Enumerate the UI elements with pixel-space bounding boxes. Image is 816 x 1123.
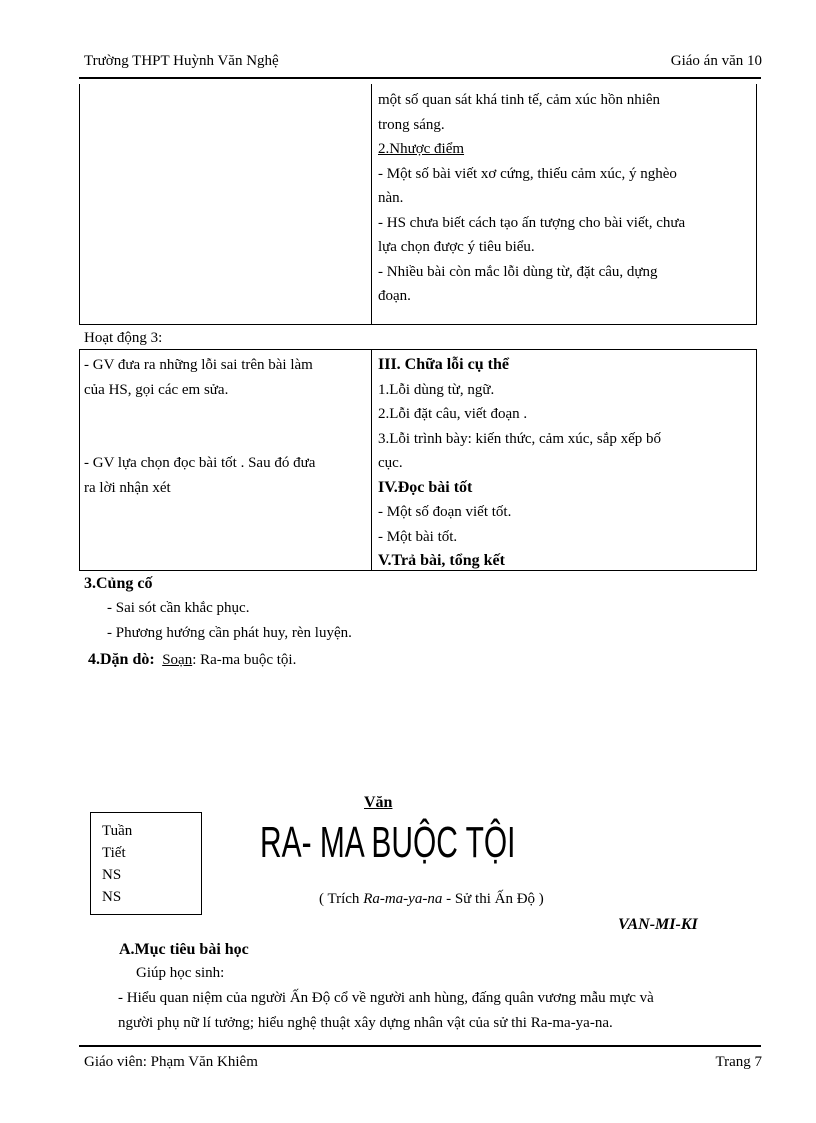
- header-right: Giáo án văn 10: [670, 53, 762, 69]
- text-line: một số quan sát khá tinh tế, cảm xúc hồn nhiên: [378, 92, 661, 108]
- text-line: - GV đưa ra những lỗi sai trên bài làm: [84, 357, 313, 373]
- text-line: lựa chọn được ý tiêu biểu.: [378, 239, 535, 255]
- text-line: - Nhiều bài còn mắc lỗi dùng từ, đặt câu, dựng: [378, 263, 658, 280]
- homework-text: : Ra-ma buộc tội.: [192, 652, 297, 668]
- info-box-line: NS: [102, 867, 122, 883]
- text-line: - Một bài tốt.: [378, 528, 458, 545]
- header-rule: [79, 77, 761, 79]
- activity-3-label: Hoạt động 3:: [84, 330, 163, 346]
- text-line: cục.: [378, 455, 403, 471]
- text-line: đoạn.: [378, 288, 411, 304]
- text-line: của HS, gọi các em sửa.: [84, 381, 229, 398]
- info-box: [90, 812, 202, 915]
- table-top-right-cell: [378, 88, 754, 309]
- text-line: - GV lựa chọn đọc bài tốt . Sau đó đưa: [84, 455, 316, 471]
- excerpt-prefix: ( Trích: [319, 891, 364, 907]
- text-line: 1.Lỗi dùng từ, ngữ.: [378, 381, 495, 398]
- text-line: ra lời nhận xét: [84, 479, 171, 496]
- homework-label: 4.Dặn dò:: [88, 651, 155, 668]
- objectives-line: - Hiểu quan niệm của người Ấn Độ cổ về người anh hùng, đấng quân vương mẫu mực và: [118, 990, 654, 1006]
- consolidation-title: 3.Củng cố: [84, 575, 153, 592]
- section-heading: III. Chữa lỗi cụ thể: [378, 356, 509, 373]
- section-heading: IV.Đọc bài tốt: [378, 478, 473, 496]
- lesson-author: VAN-MI-KI: [618, 916, 698, 933]
- footer-left: Giáo viên: Phạm Văn Khiêm: [84, 1054, 258, 1070]
- footer-rule: [79, 1045, 761, 1047]
- info-box-line: Tiết: [102, 845, 126, 861]
- text-line: 2.Lỗi đặt câu, viết đoạn .: [378, 406, 528, 422]
- text-line: 3.Lỗi trình bày: kiến thức, cảm xúc, sắp xếp bố: [378, 430, 662, 447]
- text-line: nàn.: [378, 190, 404, 206]
- table-bottom-right-cell: [378, 353, 754, 574]
- info-box-line: NS: [102, 889, 122, 905]
- info-box-line: Tuần: [102, 823, 133, 839]
- objectives-line: người phụ nữ lí tưởng; hiểu nghệ thuật xây dựng nhân vật của sử thi Ra-ma-ya-na.: [118, 1015, 613, 1031]
- text-line: - HS chưa biết cách tạo ấn tượng cho bài viết, chưa: [378, 214, 686, 231]
- consolidation-item: - Sai sót cần khắc phục.: [107, 600, 250, 616]
- excerpt-source: Ra-ma-ya-na: [363, 891, 443, 907]
- table-bottom-left-cell: [84, 353, 368, 500]
- excerpt-suffix: - Sử thi Ấn Độ ): [442, 891, 544, 907]
- lesson-category: Văn: [364, 794, 393, 811]
- homework-line: [88, 651, 296, 669]
- objectives-intro: Giúp học sinh:: [136, 965, 225, 981]
- header-left: Trường THPT Huỳnh Văn Nghệ: [84, 53, 279, 69]
- footer-right: Trang 7: [715, 1054, 762, 1070]
- lesson-excerpt: [319, 891, 544, 908]
- text-line: - Một số đoạn viết tốt.: [378, 504, 512, 520]
- section-heading: V.Trả bài, tổng kết: [378, 552, 505, 569]
- text-line: - Một số bài viết xơ cứng, thiếu cảm xúc, ý nghèo: [378, 165, 677, 182]
- objectives-title: A.Mục tiêu bài học: [119, 941, 249, 958]
- lesson-title: RA- MA BUỘC TỘI: [260, 818, 516, 867]
- consolidation-item: - Phương hướng cần phát huy, rèn luyện.: [107, 625, 352, 641]
- homework-link[interactable]: Soạn: [162, 652, 193, 668]
- text-line: trong sáng.: [378, 116, 445, 133]
- section-heading: 2.Nhược điểm: [378, 141, 465, 157]
